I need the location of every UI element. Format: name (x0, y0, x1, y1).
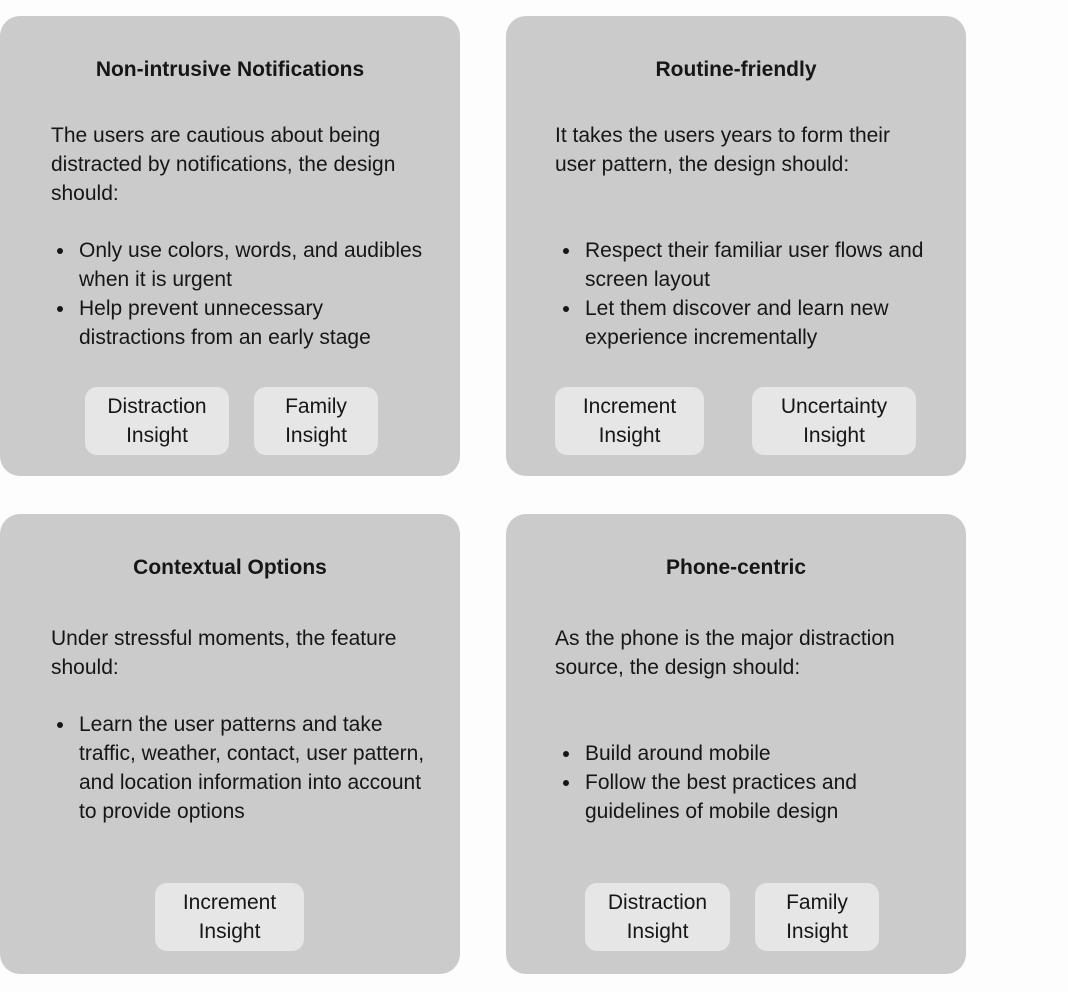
bullet-text: Respect their familiar user flows and screen layout (585, 239, 924, 291)
card-intro: It takes the users years to form their user pattern, the design should: (555, 124, 890, 176)
bullet-list (51, 236, 430, 352)
bullet-dot-icon (563, 306, 569, 312)
bullet-dot-icon (563, 780, 569, 786)
tag-distraction-insight[interactable] (85, 387, 229, 455)
tag-line: Insight (285, 424, 347, 447)
tag-line: Family (285, 395, 347, 418)
bullet-item (51, 236, 430, 294)
bullet-text: Follow the best practices and guidelines of mobile design (585, 771, 857, 823)
tag-line: Distraction (607, 891, 708, 914)
bullet-dot-icon (57, 722, 63, 728)
bullet-item (557, 768, 936, 826)
tag-increment-insight[interactable] (155, 883, 304, 951)
tag-line: Increment (582, 395, 677, 418)
tag-line: Uncertainty (780, 395, 888, 418)
bullet-item (51, 710, 430, 826)
bullet-list (557, 236, 936, 352)
tag-uncertainty-insight[interactable] (752, 387, 916, 455)
bullet-list (51, 710, 430, 826)
tag-distraction-insight[interactable] (585, 883, 730, 951)
tag-line: Insight (786, 920, 848, 943)
principle-card-phone-centric (506, 514, 966, 974)
tag-line: Insight (626, 920, 689, 943)
tag-line: Insight (803, 424, 865, 447)
bullet-text: Let them discover and learn new experience incrementally (585, 297, 889, 349)
tag-increment-insight[interactable] (555, 387, 704, 455)
card-intro: As the phone is the major distraction source, the design should: (555, 627, 895, 679)
bullet-text: Only use colors, words, and audibles when it is urgent (79, 239, 423, 291)
principle-card-non-intrusive-notifications (0, 16, 460, 476)
bullet-dot-icon (57, 306, 63, 312)
bullet-item (51, 294, 430, 352)
card-title: Routine-friendly (655, 58, 817, 81)
bullet-text: Learn the user patterns and take traffic, weather, contact, user pattern, and location information into account to provide options (79, 713, 425, 823)
card-title: Contextual Options (133, 556, 327, 579)
tag-line: Distraction (107, 395, 207, 418)
card-title: Phone-centric (665, 556, 807, 579)
card-intro: The users are cautious about being distracted by notifications, the design should: (51, 124, 396, 205)
card-title: Non-intrusive Notifications (95, 58, 365, 81)
tag-line: Insight (126, 424, 188, 447)
bullet-item (557, 236, 936, 294)
tag-family-insight[interactable] (755, 883, 879, 951)
tag-line: Insight (598, 424, 661, 447)
bullet-dot-icon (563, 751, 569, 757)
card-intro: Under stressful moments, the feature should: (51, 627, 397, 679)
tag-line: Increment (182, 891, 277, 914)
bullet-item (557, 739, 936, 768)
tag-line: Insight (198, 920, 261, 943)
bullet-text: Build around mobile (585, 742, 771, 765)
bullet-item (557, 294, 936, 352)
principle-card-routine-friendly (506, 16, 966, 476)
bullet-text: Help prevent unnecessary distractions from an early stage (79, 297, 371, 349)
bullet-list (557, 739, 936, 826)
tag-line: Family (786, 891, 848, 914)
principle-card-contextual-options (0, 514, 460, 974)
bullet-dot-icon (563, 248, 569, 254)
tag-family-insight[interactable] (254, 387, 378, 455)
bullet-dot-icon (57, 248, 63, 254)
